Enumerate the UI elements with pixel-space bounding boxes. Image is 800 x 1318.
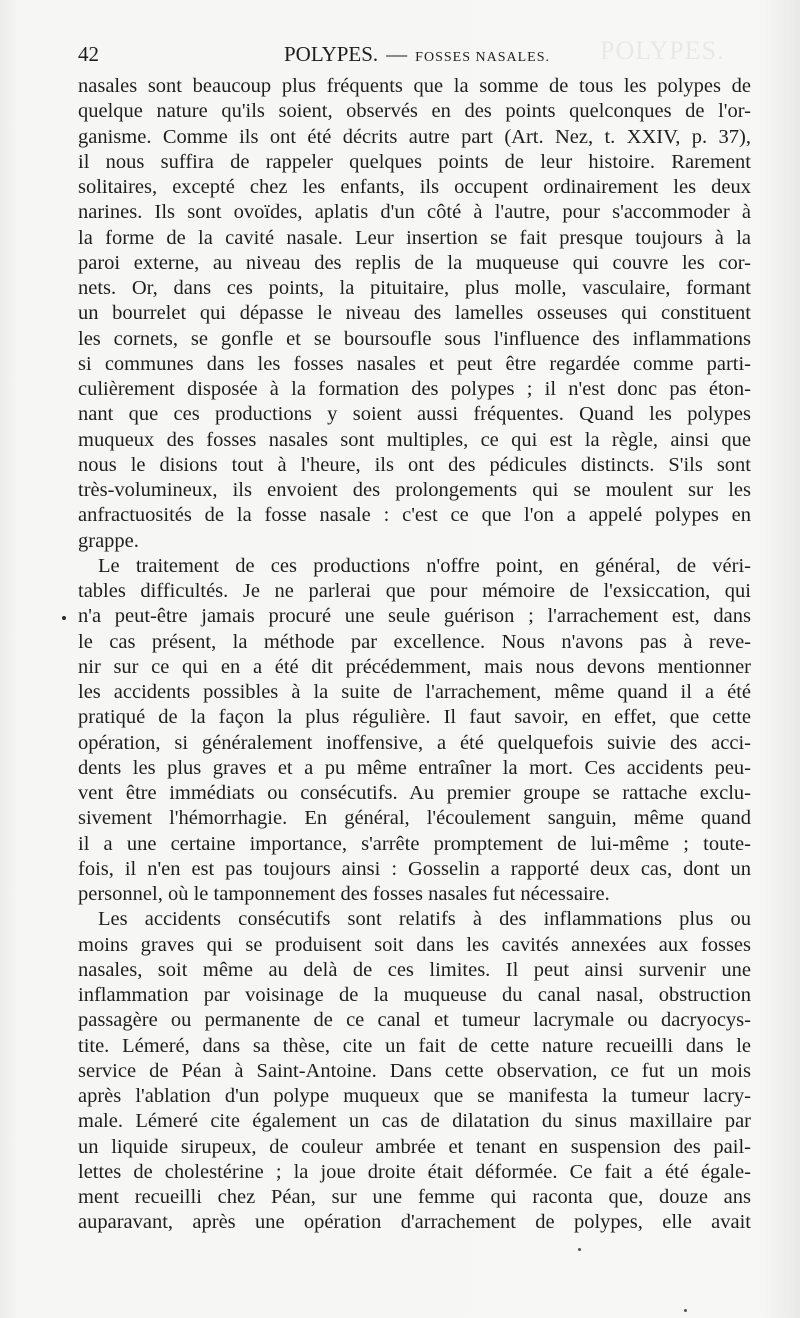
text-line: moins graves qui se produisent soit dans les cavités annexées aux fosses	[78, 933, 751, 956]
text-line: anfractuosités de la fosse nasale : c'est ce que l'on a appelé polypes en	[78, 504, 751, 527]
text-line: un bourrelet qui dépasse le niveau des lamelles osseuses qui constituent	[78, 302, 751, 325]
text-line: inflammation par voisinage de la muqueuse du canal nasal, obstruction	[78, 984, 751, 1006]
text-line: male. Lémeré cite également un cas de dilatation du sinus maxillaire par	[78, 1110, 751, 1133]
text-line: nets. Or, dans ces points, la pituitaire, plus molle, vasculaire, formant	[78, 277, 751, 299]
paragraph	[78, 554, 751, 908]
text-line: nant que ces productions y soient aussi fréquentes. Quand les polypes	[78, 403, 751, 426]
ink-speck	[684, 1309, 687, 1312]
text-line: les cornets, se gonfle et se boursoufle sous l'influence des inflammations	[78, 327, 751, 350]
text-line: tables difficultés. Je ne parlerai que pour mémoire de l'exsiccation, qui	[78, 580, 751, 602]
running-head-dash: —	[386, 42, 408, 66]
text-line: Les accidents consécutifs sont relatifs à des inflammations plus ou	[98, 908, 751, 931]
text-line: ment recueilli chez Péan, sur une femme qui raconta que, douze ans	[78, 1186, 751, 1208]
text-line: la forme de la cavité nasale. Leur insertion se fait presque toujours à la	[78, 226, 751, 249]
text-line: nous le disions tout à l'heure, ils ont des pédicules distincts. S'ils sont	[78, 453, 751, 476]
page-number: 42	[78, 42, 99, 66]
body-text	[78, 74, 751, 1236]
text-line: il nous suffira de rappeler quelques points de leur histoire. Rarement	[78, 150, 751, 173]
text-line: muqueux des fosses nasales sont multiples, ce qui est la règle, ainsi que	[78, 428, 751, 451]
ink-speck	[578, 1248, 581, 1251]
text-line: un liquide sirupeux, de couleur ambrée et tenant en suspension des pail-	[78, 1135, 751, 1158]
text-line: nasales sont beaucoup plus fréquents que la somme de tous les polypes de	[78, 75, 751, 97]
running-head-title: POLYPES.	[284, 42, 379, 66]
text-line: sivement l'hémorrhagie. En général, l'écoulement sanguin, même quand	[78, 807, 751, 830]
text-line: fois, il n'en est pas toujours ainsi : Gosselin a rapporté deux cas, dont un	[78, 857, 751, 880]
text-line: après l'ablation d'un polype muqueux que se manifesta la tumeur lacry-	[78, 1085, 751, 1107]
text-line: Le traitement de ces productions n'offre point, en général, de véri-	[98, 554, 751, 577]
paragraph	[78, 907, 751, 1235]
text-line: narines. Ils sont ovoïdes, aplatis d'un côté à l'autre, pour s'accommoder à	[78, 201, 751, 224]
text-line: culièrement disposée à la formation des polypes ; il n'est donc pas éton-	[78, 378, 751, 400]
text-line: pratiqué de la façon la plus régulière. Il faut savoir, en effet, que cette	[78, 706, 751, 729]
text-line: si communes dans les fosses nasales et peut être regardée comme parti-	[78, 352, 751, 375]
text-line: le cas présent, la méthode par excellence. Nous n'avons pas à reve-	[78, 630, 751, 653]
text-line: solitaires, excepté chez les enfants, ils occupent ordinairement les deux	[78, 176, 751, 198]
text-line: lettes de cholestérine ; la joue droite était déformée. Ce fait a été égale-	[78, 1160, 751, 1183]
margin-mark	[62, 616, 66, 620]
text-line: auparavant, après une opération d'arrachement de polypes, elle avait	[78, 1211, 751, 1234]
text-line: passagère ou permanente de ce canal et tumeur lacrymale ou dacryocys-	[78, 1009, 751, 1032]
paragraph	[78, 74, 751, 554]
text-line: très-volumineux, ils envoient des prolongements qui se moulent sur les	[78, 479, 751, 501]
running-head	[284, 42, 550, 67]
text-line: vent être immédiats ou consécutifs. Au premier groupe se rattache exclu-	[78, 782, 751, 804]
text-line: opération, si généralement inoffensive, a été quelquefois suivie des acci-	[78, 731, 751, 754]
text-line: nasales, soit même au delà de ces limites. Il peut ainsi survenir une	[78, 958, 751, 981]
bleed-through-text: POLYPES.	[600, 36, 725, 65]
text-line: quelque nature qu'ils soient, observés en des points quelconques de l'or-	[78, 100, 751, 123]
text-line: ganisme. Comme ils ont été décrits autre part (Art. Nez, t. XXIV, p. 37),	[78, 125, 751, 148]
text-line: les accidents possibles à la suite de l'arrachement, même quand il a été	[78, 681, 751, 703]
text-line: dents les plus graves et a pu même entraîner la mort. Ces accidents peu-	[78, 756, 751, 779]
text-line: grappe.	[78, 529, 139, 552]
text-line: service de Péan à Saint-Antoine. Dans cette observation, ce fut un mois	[78, 1059, 751, 1082]
text-line: paroi externe, au niveau des replis de la muqueuse qui couvre les cor-	[78, 251, 751, 274]
text-line: personnel, où le tamponnement des fosses nasales fut nécessaire.	[78, 883, 610, 905]
text-line: n'a peut-être jamais procuré une seule guérison ; l'arrachement est, dans	[78, 605, 751, 628]
text-line: tite. Lémeré, dans sa thèse, cite un fait de cette nature recueilli dans le	[78, 1034, 751, 1057]
page-header	[78, 42, 758, 72]
text-line: nir sur ce qui en a été dit précédemment, mais nous devons mentionner	[78, 655, 751, 678]
text-line: il a une certaine importance, s'arrête promptement de lui-même ; toute-	[78, 832, 751, 855]
running-head-subtitle: FOSSES NASALES.	[415, 50, 550, 65]
